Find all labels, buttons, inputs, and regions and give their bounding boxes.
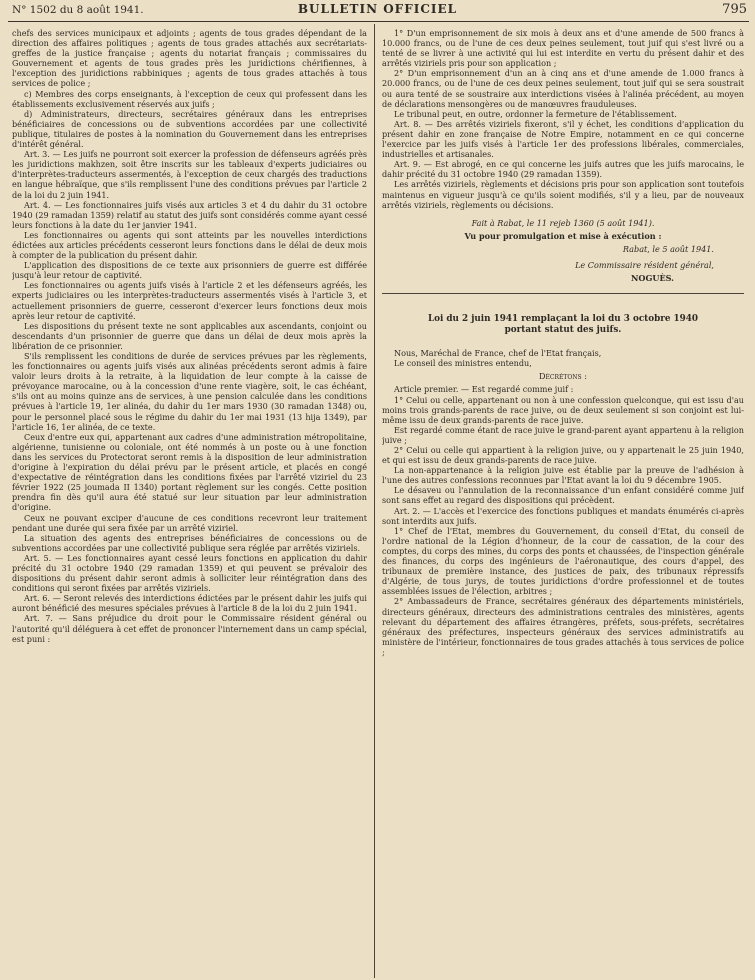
paragraph: 1° Celui ou celle, appartenant ou non à une confession quelconque, qui est issu d'au moins trois grands-parents de race juive, ou de deux seulement si son conjoint est lui-même issu de deux grands-parents de race juive.	[382, 394, 744, 425]
decretons-heading: Décrétons :	[539, 371, 587, 382]
law-title	[382, 314, 744, 336]
paragraph: Est regardé comme étant de race juive le grand-parent ayant appartenu à la religion juive ;	[382, 424, 744, 445]
signer-name: NOGUÈS.	[631, 273, 674, 284]
paragraph: Art. 6. — Seront relevés des interdictions édictées par le présent dahir les juifs qui auront bénéficié des mesures spéciales prévues à l'article 8 de la loi du 2 juin 1941.	[12, 593, 367, 614]
paragraph: La non-appartenance à la religion juive est établie par la preuve de l'adhésion à l'une des autres confessions reconnues par l'Etat avant la loi du 9 décembre 1905.	[382, 465, 744, 486]
paragraph: Le désaveu ou l'annulation de la reconnaissance d'un enfant considéré comme juif sont sans effet au regard des dispositions qui précèdent.	[382, 485, 744, 506]
publication-title: BULLETIN OFFICIEL	[297, 2, 458, 16]
paragraph: 2° Ambassadeurs de France, secrétaires généraux des départements ministériels, directeurs généraux, directeurs des administrations centrales des ministères, agents relevant du département des affaires étrangères, préfets, sous-préfets, secrétaires généraux des préfectures, inspecteurs généraux des services administratifs au ministère de l'intérieur, fonctionnaires de tous grades attachés à tous services de police ;	[382, 596, 744, 657]
promulgation-line: Vu pour promulgation et mise à exécution :	[464, 230, 662, 241]
paragraph: La situation des agents des entreprises bénéficiaires de concessions ou de subventions accordées par une collectivité publique sera réglée par arrêtés viziriels.	[12, 532, 367, 553]
paragraph: Les arrêtés viziriels, règlements et décisions pris pour son application sont toutefois maintenus en vigueur jusqu'à ce qu'ils soient modifiés, s'il y a lieu, par de nouveaux arrêtés viziriels, règlements ou décisions.	[382, 179, 744, 210]
law-title-line-2: portant statut des juifs.	[504, 325, 622, 336]
paragraph: Les fonctionnaires ou agents qui sont atteints par les nouvelles interdictions édictées aux articles précédents cesseront leurs fonctions dans le délai de deux mois à compter de la publication du présent dahir.	[12, 229, 367, 261]
paragraph: Art. 9. — Est abrogé, en ce qui concerne les juifs autres que les juifs marocains, le dahir précité du 31 octobre 1940 (29 ramadan 1359).	[382, 159, 744, 180]
left-column	[12, 28, 367, 976]
paragraph: c) Membres des corps enseignants, à l'exception de ceux qui professent dans les établissements exclusivement réservés aux juifs ;	[12, 88, 367, 109]
paragraph: Article premier. — Est regardé comme juif :	[394, 384, 574, 395]
paragraph: 1° D'un emprisonnement de six mois à deux ans et d'une amende de 500 francs à 10.000 francs, ou de l'une de ces deux peines seulement, tout juif qui s'est livré ou a tenté de se livrer à une activité qui lui est interdite en vertu du présent dahir et des arrêtés viziriels pris pour son application ;	[382, 28, 744, 69]
paragraph: Les fonctionnaires ou agents juifs visés à l'article 2 et les défenseurs agréés, les experts judiciaires ou les interprètes-traducteurs assermentés visés à l'article 3, et actuellement prisonniers de guerre, cesseront d'exercer leurs fonctions deux mois après leur retour de captivité.	[12, 280, 367, 321]
paragraph: Art. 7. — Sans préjudice du droit pour le Commissaire résident général ou l'autorité qu'il déléguera à cet effet de prononcer l'internement dans un camp spécial, est puni :	[12, 613, 367, 644]
law-title-line-1: Loi du 2 juin 1941 remplaçant la loi du 3 octobre 1940	[427, 314, 699, 325]
paragraph: Nous, Maréchal de France, chef de l'Etat français,	[394, 348, 602, 359]
paragraph: Art. 5. — Les fonctionnaires ayant cessé leurs fonctions en application du dahir précité du 31 octobre 1940 (29 ramadan 1359) et qui peuvent se prévaloir des dispositions du présent dahir seront admis à solliciter leur réintégration dans des conditions qui seront fixées par arrêtés viziriels.	[12, 552, 367, 594]
header-rule	[8, 21, 749, 22]
paragraph: S'ils remplissent les conditions de durée de services prévues par les règlements, les fonctionnaires ou agents juifs visés aux alinéas précédents seront admis à faire valoir leurs droits à la retraite, à la liquidation de leur compte à la caisse de prévoyance marocaine, ou à la concession d'une rente viagère, soit, le cas échéant, s'ils ont au moins quinze ans de services, à une pension calculée dans les conditions prévues à l'article 19, 1er alinéa, du dahir du 1er mars 1930 (30 ramadan 1348) ou, pour le personnel placé sous le régime du dahir du 1er mai 1931 (13 hija 1349), par l'article 16, 1er alinéa, de ce texte.	[12, 351, 367, 432]
paragraph: 2° Celui ou celle qui appartient à la religion juive, ou y appartenait le 25 juin 1940, et qui est issu de deux grands-parents de race juive.	[382, 445, 744, 466]
paragraph: L'application des dispositions de ce texte aux prisonniers de guerre est différée jusqu'à leur retour de captivité.	[12, 260, 367, 281]
section-separator	[382, 293, 744, 294]
page-header	[0, 0, 755, 22]
paragraph: 1° Chef de l'Etat, membres du Gouvernement, du conseil d'Etat, du conseil de l'ordre national de la Légion d'honneur, de la cour de cassation, de la cour des comptes, du corps des mines, du corps des ponts et chaussées, de l'inspection générale des finances, du corps des ingénieurs de l'aéronautique, des cours d'appel, des tribunaux de première instance, des justices de paix, des tribunaux répressifs d'Algérie, de tous jurys, de toutes juridictions d'ordre professionnel et de toutes assemblées issues de l'élection, arbitres ;	[382, 525, 744, 597]
page-number: 795	[722, 2, 747, 17]
paragraph: Art. 3. — Les juifs ne pourront soit exercer la profession de défenseurs agréés près les juridictions makhzen, soit être inscrits sur les tableaux d'experts judiciaires ou d'interprètes-traducteurs assermentés, à l'exception de ceux chargés des traductions en langue hébraïque, que s'ils remplissent l'une des conditions prévues par l'article 2 de la loi du 2 juin 1941.	[12, 149, 367, 200]
paragraph: 2° D'un emprisonnement d'un an à cinq ans et d'une amende de 1.000 francs à 20.000 francs, ou de l'une de ces deux peines seulement, tout juif qui se sera soustrait ou aura tenté de se soustraire aux interdictions visées à l'alinéa précédent, au moyen de déclarations mensongères ou de manœuvres frauduleuses.	[382, 68, 744, 109]
signer-title: Le Commissaire résident général,	[575, 259, 714, 270]
paragraph: Le tribunal peut, en outre, ordonner la fermeture de l'établissement.	[394, 108, 677, 119]
column-divider	[374, 24, 375, 978]
paragraph: Ceux ne pouvant exciper d'aucune de ces conditions recevront leur traitement pendant une durée qui sera fixée par un arrêté viziriel.	[12, 512, 367, 533]
right-column	[382, 28, 744, 976]
paragraph: d) Administrateurs, directeurs, secrétaires généraux dans les entreprises bénéficiaires de concessions ou de subventions accordées par une collectivité publique, titulaires de postes à la nomination du Gouvernement dans les entreprises d'intérêt général.	[12, 108, 367, 150]
paragraph: chefs des services municipaux et adjoints ; agents de tous grades dépendant de la direction des affaires politiques ; agents de tous grades attachés aux secrétariats-greffes de la justice française ; agents du notariat français ; commissaires du Gouvernement et agents de tous grades près les juridictions chérifiennes, à l'exception des juridictions rabbiniques ; agents de tous grades attachés à tous services de police ;	[12, 28, 367, 89]
paragraph: Art. 8. — Des arrêtés viziriels fixeront, s'il y échet, les conditions d'application du présent dahir en zone française de Notre Empire, notamment en ce qui concerne l'exercice par les juifs visés à l'article 1er des professions libérales, commerciales, industrielles et artisanales.	[382, 118, 744, 160]
paragraph: Ceux d'entre eux qui, appartenant aux cadres d'une administration métropolitaine, algérienne, tunisienne ou coloniale, ont été nommés à un poste ou à une fonction dans les services du Protectorat seront remis à la disposition de leur administration d'origine à l'expiration du délai prévu par le présent article, et placés en congé d'expectative de réintégration dans les conditions fixées par l'arrêté viziriel du 23 février 1922 (25 joumada II 1340) portant règlement sur les congés. Cette position prendra fin dès qu'il aura été statué sur leur situation par leur administration d'origine.	[12, 431, 367, 513]
paragraph: Les dispositions du présent texte ne sont applicables aux ascendants, conjoint ou descendants d'un prisonnier de guerre que dans un délai de deux mois après la libération de ce prisonnier.	[12, 320, 367, 351]
paragraph: Le conseil des ministres entendu,	[394, 358, 532, 369]
issue-number: N° 1502 du 8 août 1941.	[12, 4, 144, 16]
place-date: Rabat, le 5 août 1941.	[622, 243, 714, 254]
paragraph: Art. 2. — L'accès et l'exercice des fonctions publiques et mandats énumérés ci-après sont interdits aux juifs.	[382, 505, 744, 526]
done-at-line: Fait à Rabat, le 11 rejeb 1360 (5 août 1941).	[471, 217, 655, 228]
paragraph: Art. 4. — Les fonctionnaires juifs visés aux articles 3 et 4 du dahir du 31 octobre 1940 (29 ramadan 1359) relatif au statut des juifs sont considérés comme ayant cessé leurs fonctions à la date du 1er janvier 1941.	[12, 199, 367, 230]
